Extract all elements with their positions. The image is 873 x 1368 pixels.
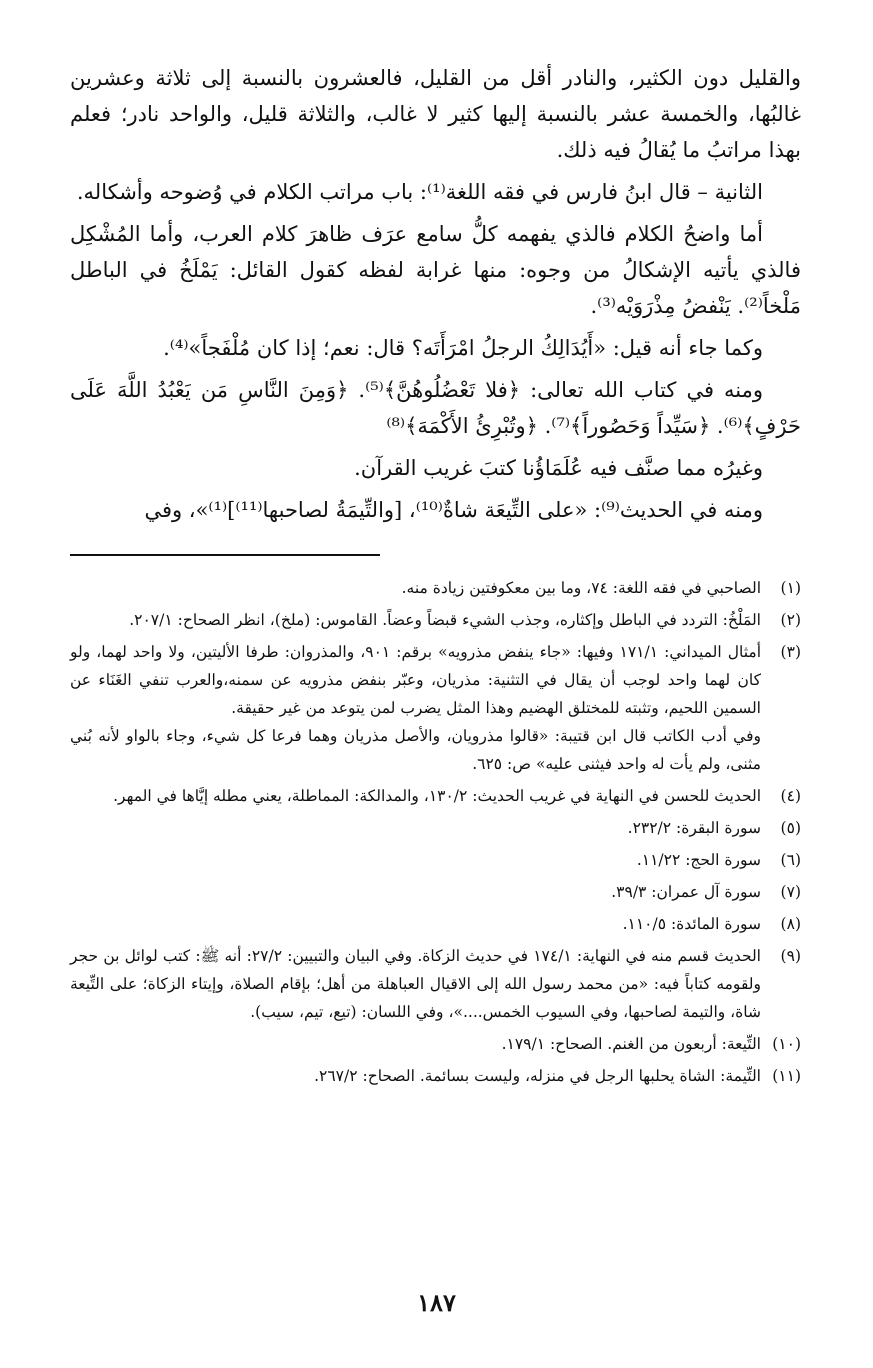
footnote-number: (٧)	[780, 883, 801, 901]
footnote-text: أمثال الميداني: ١٧١/١ وفيها: «جاء ينفض مذرويه» برقم: ٩٠١، والمذروان: طرفا الأليتين، ولا واحد لهما، ولو كان لهما واحد لوجب أن يقال في التثنية: مذريان، وعبّر بنفض مذرويه عن سمنه،والعرب تنفي الغَنَاء عن السمين اللحيم، وتثبته للمختلق الهضيم وهذا المثل يضرب لمن يتوعد من غير حقيقة.	[70, 643, 762, 717]
main-text	[70, 60, 801, 528]
footnote-text: سورة آل عمران: ٣٩/٣.	[611, 883, 761, 901]
footnote-text: التِّيمة: الشاة يحلبها الرجل في منزله، وليست بسائمة. الصحاح: ٢٦٧/٢.	[314, 1067, 761, 1085]
footnote	[70, 606, 801, 634]
footnote	[70, 1030, 801, 1058]
footnote-number: (٩)	[780, 947, 801, 965]
footnote-number: (١)	[780, 579, 801, 597]
footnote-number: (١٠)	[772, 1035, 801, 1053]
footnote	[70, 814, 801, 842]
footnote	[70, 782, 801, 810]
footnote	[70, 574, 801, 602]
footnote	[70, 910, 801, 938]
paragraph: الثانية – قال ابنُ فارس في فقه اللغة⁽¹⁾: باب مراتب الكلام في وُضوحه وأشكاله.	[76, 180, 763, 204]
footnote-number: (٥)	[780, 819, 801, 837]
footnote-number: (٤)	[780, 787, 801, 805]
footnote-text: سورة الحج: ١١/٢٢.	[636, 851, 761, 869]
footnote	[70, 942, 801, 1026]
footnote-number: (٦)	[780, 851, 801, 869]
paragraph: ومنه في كتاب الله تعالى: ﴿فلا تَعْضُلُوهُنَّ﴾⁽⁵⁾. ﴿وَمِنَ النَّاسِ مَن يَعْبُدُ اللَّهَ عَلَى حَرْفٍ﴾⁽⁶⁾. ﴿سَيِّداً وَحَصُوراً﴾⁽⁷⁾. ﴿وتُبْرِئُ الأَكْمَهَ﴾⁽⁸⁾	[70, 378, 801, 438]
footnote	[70, 878, 801, 906]
paragraph: والقليل دون الكثير، والنادر أقل من القليل، فالعشرون بالنسبة إلى ثلاثة وعشرين غالبُها، والخمسة عشر بالنسبة إليها كثير لا غالب، والثلاثة قليل، والواحد نادر؛ فعلم بهذا مراتبُ ما يُقالُ فيه ذلك.	[70, 66, 801, 162]
footnote	[70, 846, 801, 874]
footnote-text: سورة المائدة: ١١٠/٥.	[622, 915, 761, 933]
footnote-text: وفي أدب الكاتب قال ابن قتيبة: «قالوا مذرويان، والأصل مذريان وهما فرعا كل شيء، وجاء بالواو لأنه بُني مثنى، ولم يأت له واحد فيثنى عليه» ص: ٦٢٥.	[70, 727, 761, 773]
footnote-number: (٣)	[780, 643, 801, 661]
footnote-text: التِّيعة: أربعون من الغنم. الصحاح: ١٧٩/١.	[501, 1035, 761, 1053]
footnote-number: (٢)	[780, 611, 801, 629]
paragraph: وكما جاء أنه قيل: «أَيُدَالِكُ الرجلُ امْرَأَتَه؟ قال: نعم؛ إذا كان مُلْفَجاً»⁽⁴⁾.	[163, 336, 763, 360]
footnote-text: الحديث قسم منه في النهاية: ١٧٤/١ في حديث الزكاة. وفي البيان والتبيين: ٢٧/٢: أنه ﷺ: كتب لوائل بن حجر ولقومه كتاباً فيه: «من محمد رسول الله إلى الاقيال العباهلة من أهل؛ بإقام الصلاة، وإيتاء الزكاة؛ على التِّيعة شاة، والتيمة لصاحبها، وفي السيوب الخمس....»، وفي اللسان: (تيع، تيم، سيب).	[70, 947, 761, 1021]
page-number: ١٨٧	[417, 1288, 456, 1317]
footnote-number: (٨)	[780, 915, 801, 933]
paragraph: أما واضحُ الكلام فالذي يفهمه كلُّ سامع عرَف ظاهرَ كلام العرب، وأما المُشْكِل فالذي يأتيه الإشكالُ من وجوه: منها غرابة لفظه كقول القائل: يَمْلَخُ في الباطل مَلْخاً⁽²⁾. يَنْفضُ مِذْرَوَيْه⁽³⁾.	[70, 222, 801, 318]
footnote-text: سورة البقرة: ٢٣٢/٢.	[627, 819, 761, 837]
paragraph: وغيرُه مما صنَّف فيه عُلَمَاؤُنا كتبَ غريب القرآن.	[354, 456, 763, 480]
footnote-text: الحديث للحسن في النهاية في غريب الحديث: ١٣٠/٢، والمدالكة: المماطلة، يعني مطله إيَّاها في المهر.	[113, 787, 761, 805]
footnotes	[70, 574, 801, 1090]
footnote-number: (١١)	[772, 1067, 801, 1085]
paragraph: ومنه في الحديث⁽⁹⁾: «على التِّيعَة شاةٌ⁽¹⁰⁾، [والتِّيمَةُ لصاحبها⁽¹¹⁾]⁽¹⁾»، وفي	[144, 498, 763, 522]
footnote-text: الصاحبي في فقه اللغة: ٧٤، وما بين معكوفتين زيادة منه.	[401, 579, 761, 597]
footnote-text: المَلْخُ: التردد في الباطل وإكثاره، وجذب الشيء قبضاً وعضاً. القاموس: (ملخ)، انظر الصحاح: ٢٠٧/١.	[129, 611, 761, 629]
footnote-divider	[70, 554, 380, 556]
footnote	[70, 638, 801, 778]
footnote	[70, 1062, 801, 1090]
